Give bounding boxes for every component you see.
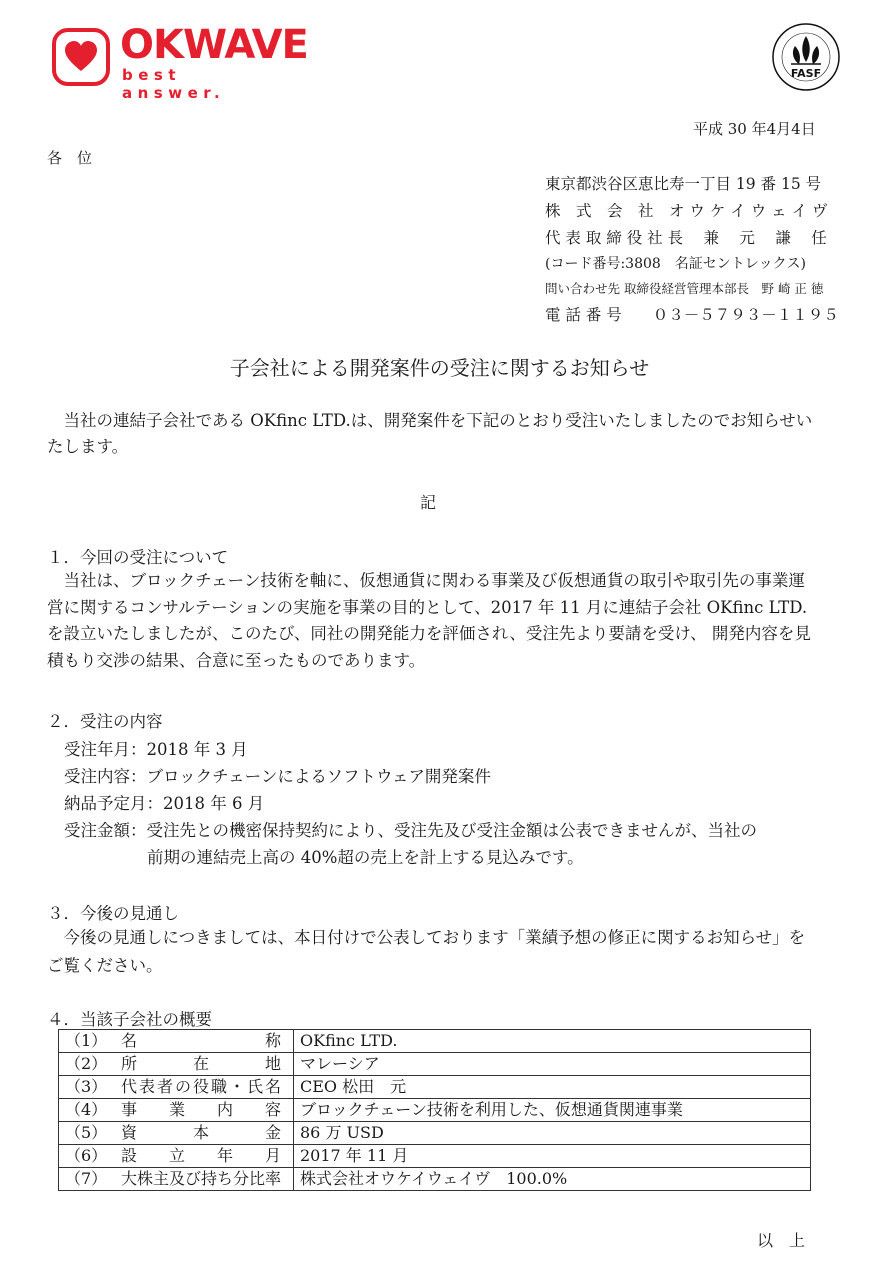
order-date-row xyxy=(64,736,248,760)
row-label xyxy=(59,1168,294,1191)
row-number: （1） xyxy=(65,1031,108,1050)
sender-address: 東京都渋谷区恵比寿一丁目 19 番 15 号 xyxy=(545,175,822,193)
section-2-heading: ２．受注の内容 xyxy=(47,712,163,731)
fasf-badge-icon xyxy=(771,22,841,92)
row-label-text: 代表者の役職・氏名 xyxy=(121,1077,281,1096)
section-1-body: 当社は、ブロックチェーン技術を軸に、仮想通貨に関わる事業及び仮想通貨の取引や取引先の事業運営に関するコンサルテーションの実施を事業の目的として、2017 年 11 月に連結子会社 OKfinc LTD.を設立いたしましたが、このたび、同社の開発能力を評価され、受注先より要請を受け、 開発内容を見積もり交渉の結果、合意に至ったものであります。 xyxy=(47,571,811,670)
row-label-text: 大株主及び持ち分比率 xyxy=(121,1169,282,1188)
row-label-text: 資 本 金 xyxy=(121,1123,281,1142)
subsidiary-overview-table xyxy=(58,1029,811,1191)
row-number: （7） xyxy=(65,1169,108,1188)
order-amount-label: 受注金額： xyxy=(64,821,147,840)
row-label xyxy=(59,1076,294,1099)
row-value: 86 万 USD xyxy=(294,1122,811,1145)
row-value: 株式会社オウケイウェイヴ 100.0% xyxy=(294,1168,811,1191)
closing-mark: 以 上 xyxy=(757,1231,806,1250)
row-label xyxy=(59,1099,294,1122)
sender-representative: 代 表 取 締 役 社 長 兼 元 謙 任 xyxy=(545,229,827,247)
order-amount-row xyxy=(64,817,757,841)
row-label xyxy=(59,1145,294,1168)
order-content-value: ブロックチェーンによるソフトウェア開発案件 xyxy=(146,767,491,786)
row-label xyxy=(59,1122,294,1145)
ki-marker: 記 xyxy=(420,493,437,512)
section-3-body: 今後の見通しにつきましては、本日付けで公表しております「業績予想の修正に関するお知らせ」をご覧ください。 xyxy=(47,928,806,975)
sender-company: 株 式 会 社 オ ウ ケ イ ウ ェ イ ヴ xyxy=(545,202,828,220)
row-label-text: 名 称 xyxy=(121,1031,281,1050)
row-number: （5） xyxy=(65,1123,108,1142)
order-content-row xyxy=(64,763,491,787)
sender-phone: 電 話 番 号 ０３－５７９３－１１９５ xyxy=(545,306,839,324)
order-date-label: 受注年月： xyxy=(64,740,147,759)
row-label xyxy=(59,1030,294,1053)
delivery-month-value: 2018 年 6 月 xyxy=(163,794,265,813)
row-number: （3） xyxy=(65,1077,108,1096)
table-row xyxy=(59,1076,811,1099)
intro-paragraph: 当社の連結子会社である OKfinc LTD.は、開発案件を下記のとおり受注いたしましたのでお知らせいたします。 xyxy=(47,411,813,456)
row-label-text: 設 立 年 月 xyxy=(121,1146,281,1165)
logo-tagline: best answer. xyxy=(122,66,226,102)
row-label-text: 所 在 地 xyxy=(121,1054,281,1073)
logo-frame xyxy=(52,28,110,86)
delivery-month-row xyxy=(64,790,264,814)
row-value: OKfinc LTD. xyxy=(294,1030,811,1053)
row-number: （6） xyxy=(65,1146,108,1165)
order-content-label: 受注内容： xyxy=(64,767,147,786)
row-number: （4） xyxy=(65,1100,108,1119)
row-value: マレーシア xyxy=(294,1053,811,1076)
addressee: 各 位 xyxy=(47,149,93,167)
heart-icon xyxy=(64,40,98,74)
row-value: ブロックチェーン技術を利用した、仮想通貨関連事業 xyxy=(294,1099,811,1122)
row-label xyxy=(59,1053,294,1076)
section-4-heading: ４．当該子会社の概要 xyxy=(47,1010,212,1029)
table-row xyxy=(59,1099,811,1122)
badge-text: FASF xyxy=(790,67,822,80)
document-date: 平成 30 年4月4日 xyxy=(693,120,816,138)
table-row xyxy=(59,1145,811,1168)
delivery-month-label: 納品予定月： xyxy=(64,794,163,813)
section-1-heading: １．今回の受注について xyxy=(47,548,229,567)
table-row xyxy=(59,1168,811,1191)
row-value: 2017 年 11 月 xyxy=(294,1145,811,1168)
row-label-text: 事 業 内 容 xyxy=(121,1100,281,1119)
table-row xyxy=(59,1122,811,1145)
row-number: （2） xyxy=(65,1054,108,1073)
okwave-logo xyxy=(52,22,308,102)
sender-contact: 問い合わせ先 取締役経営管理本部長 野 崎 正 徳 xyxy=(545,281,824,296)
document-title: 子会社による開発案件の受注に関するお知らせ xyxy=(229,356,650,380)
row-value: CEO 松田 元 xyxy=(294,1076,811,1099)
order-amount-value: 受注先との機密保持契約により、受注先及び受注金額は公表できませんが、当社の xyxy=(146,821,757,840)
sender-code: (コード番号:3808 名証セントレックス) xyxy=(545,256,806,272)
logo-wordmark: OKWAVE xyxy=(120,22,308,68)
order-date-value: 2018 年 3 月 xyxy=(146,740,248,759)
section-3-heading: ３．今後の見通し xyxy=(47,904,179,923)
order-amount-value-cont: 前期の連結売上高の 40%超の売上を計上する見込みです。 xyxy=(147,848,584,867)
table-row xyxy=(59,1053,811,1076)
table-row xyxy=(59,1030,811,1053)
